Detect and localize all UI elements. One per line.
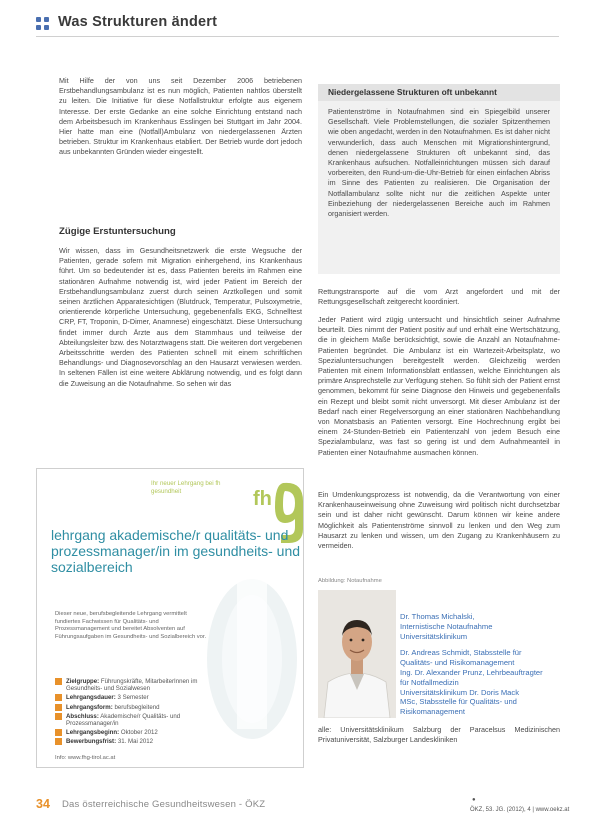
- ad-link[interactable]: Info: www.fhg-tirol.ac.at: [55, 755, 116, 761]
- author-photo: [318, 590, 396, 718]
- subheading: Zügige Erstuntersuchung: [59, 226, 176, 237]
- bullet-square-icon: [55, 678, 62, 685]
- list-item: Lehrgangsform: berufsbegleitend: [55, 704, 225, 711]
- section-title: Was Strukturen ändert: [58, 14, 218, 30]
- left-column: [59, 76, 302, 158]
- info-box: [318, 84, 560, 274]
- list-item: Abschluss: Akademische/r Qualitäts- und Prozessmanager/in: [55, 713, 225, 727]
- advertisement: [36, 468, 304, 768]
- footer-dot-icon: ●: [472, 797, 476, 803]
- bullet-square-icon: [55, 694, 62, 701]
- section-mark-icon: [36, 17, 50, 31]
- bullet-square-icon: [55, 704, 62, 711]
- list-item: Lehrgangsdauer: 3 Semester: [55, 694, 225, 701]
- list-item: Lehrgangsbeginn: Oktober 2012: [55, 729, 225, 736]
- info-box-text: Patientenströme in Notaufnahmen sind ein Spiegelbild unserer Gesellschaft. Viele Problemstellungen, die sozialer Spitzenthemen wie oben angedacht, werden in den Notaufnahmen. Es ist daher nicht verwunderlich, dass auch Menschen mit Migrationshintergrund, denen niedergelassene Strukturen oft unbekannt sind, das Krankenhaus aufsuchen. Notfalleinrichtungen müssen sich darauf vorbereiten, den Rund-um-die-Uhr-Betrieb für einen einfachen Abriss im Sinne des Patienten zu realisieren. Die Organisation der Notfallambulanz sollte nicht nur die zeitlichen Aspekte unter Einbeziehung der niedergelassenen Bereiche auch im Rahmen organisiert werden.: [328, 107, 550, 219]
- list-item: Zielgruppe: Führungskräfte, MitarbeiterInnen im Gesundheits- und Sozialwesen: [55, 678, 225, 692]
- ad-fact-list: [55, 678, 225, 748]
- ad-headline: lehrgang akademische/r qualitäts- und prozessmanager/in im gesundheits- und sozialbereich: [51, 527, 301, 575]
- list-item: Bewerbungsfrist: 31. Mai 2012: [55, 738, 225, 745]
- footer-url: ÖKZ, 53. JG. (2012), 4 | www.oekz.at: [470, 807, 570, 813]
- author-list: Dr. Thomas Michalski, Internistische Notaufnahme Universitätsklinikum Dr. Andreas Schmidt, Stabsstelle für Qualitäts- und Risikomanagement Ing. Dr. Alexander Prunz, Lehrbeauftragter für Notfallmedizin Universitätsklinikum Dr. Doris Mack MSc, Stabsstelle für Qualitäts- und Risikomanagement: [400, 612, 543, 717]
- ad-tagline: Ihr neuer Lehrgang bei fh gesundheit: [151, 480, 221, 495]
- page-number: 34: [36, 797, 50, 811]
- right-column-paragraph: Ein Umdenkungsprozess ist notwendig, da die Verantwortung von einer Krankenhauseinweisung ohne Zuweisung wird politisch nicht durchsetzbar sein und ist daher nicht gewünscht. Darum können wir keine andere Möglichkeit als Patientenströme sinnvoll zu lenken und den Weg zum Hausarzt zu lenken und wissen, um den Zugang zu Krankenhäusern zu vermeiden.: [318, 490, 560, 551]
- right-column-paragraph: Rettungstransporte auf die vom Arzt angefordert und mit der Rettungsgesellschaft zeitgerecht koordiniert.: [318, 287, 560, 307]
- info-box-title: Niedergelassene Strukturen oft unbekannt: [318, 84, 560, 101]
- bullet-square-icon: [55, 738, 62, 745]
- bullet-square-icon: [55, 713, 62, 720]
- left-column-paragraph: Wir wissen, dass im Gesundheitsnetzwerk die erste Wegsuche der Patienten, gerade sofern mit Migration einhergehend, ins Krankenhaus führt. Um so bedeutender ist es, dass Patienten bereits im Rahmen eine stationären Aufnahme notwendig ist, wird jeder Patient im Bereich der Erstbehandlungsambulanz zuerst durch seinen Arztkollegen und somit seinen ärztlichen Apparatesichtigen (Blutdruck, Temperatur, Pulsoxymetrie, orientierende körperliche Untersuchung, gegebenenfalls EKG, Schnelltest CRP, FT, Troponin, D-Dimer, Anamnese) eingeschätzt. Diese Untersuchung findet immer durch Ärzte aus dem Stammhaus und teilweise der Abteilungsleiter bzw. des Notarztwagens statt. Die weiteren dort vergebenen Arbeitsschritte werden des Patienten schnell mit einem schriftlichen Behandlungs- und Diagnosevorschlag an den Hausarzt verwiesen werden. In seltenen Fällen ist eine weitere Abklärung notwendig, und es folgt dann die Zuweisung an die Notaufnahme. So sehen wir das: [59, 246, 302, 388]
- header-divider: [36, 36, 559, 37]
- right-column-paragraph: Jeder Patient wird zügig untersucht und hinsichtlich seiner Aufnahme beurteilt. Dies nimmt der Patient positiv auf und erhält eine Wertschätzung, die in gleichem Maße berücksichtigt, sowie die Anzahl an Notaufnahme-Patienten begründet. Die Ambulanz ist ein Wartezeit-Arbeitsplatz, wo Spezialuntersuchungen bereitgestellt werden. Gleichzeitig werden Patienten mit einem Informationsblatt entlassen, welche Einrichtungen als primäre Ansprechstelle zur Verfügung stehen. So fühlt sich der Patient ernst genommen, bekommt für seine Diagnose den Hinweis und gegebenenfalls ein Rezept und bleibt somit nicht unversorgt. Mit dieser Ambulanz ist der Bedarf nach einer Regelversorgung an einer stationären Nachbehandlung von Monatsbasis an Patienten versorgt. Eine Hochrechnung ergibt bei einem 24-Stunden-Betrieb ein Patientenzahl von jedem Besuch eine Spezialambulanz, was fast so gering ist und dem Aufnahmeanteil in Patienten einer Notaufnahme ausmachen können.: [318, 315, 560, 457]
- svg-text:fh: fh: [253, 488, 272, 510]
- intro-paragraph: Mit Hilfe der von uns seit Dezember 2006 betriebenen Erstbehandlungsambulanz ist es nun möglich, Patienten nahtlos überstellt zu leiten. Die Initiative für diese Notfallstruktur erfolgte aus eigenem Interesse. Der erste Gedanke an eine solche Einrichtung entstand nach dem Arbeitsbesuch im Krankenhaus Esslingen bei Stuttgart im Jahr 2004. Hier hatte man eine (Notfall)Ambulanz von niedergelassenen Ärzten betrieben. Struktur im Krankenhaus etabliert. Der Betrieb wurde dort jedoch aus unbekannten Gründen wieder eingestellt.: [59, 76, 302, 157]
- ad-description: Dieser neue, berufsbegleitende Lehrgang vermittelt fundiertes Fachwissen für Qualitäts- und Prozessmanagement und bereitet Absolventen auf Führungsaufgaben im Gesundheits- und Sozialbereich vor.: [55, 611, 207, 641]
- photo-caption: Abbildung: Notaufnahme: [318, 578, 382, 584]
- author-affiliation: alle: Universitätsklinikum Salzburg der Paracelsus Medizinischen Privatuniversität, Salzburger Landeskliniken: [318, 725, 560, 745]
- person-portrait-icon: [318, 590, 396, 718]
- magazine-title: Das österreichische Gesundheitswesen - ÖKZ: [62, 799, 266, 810]
- bullet-square-icon: [55, 729, 62, 736]
